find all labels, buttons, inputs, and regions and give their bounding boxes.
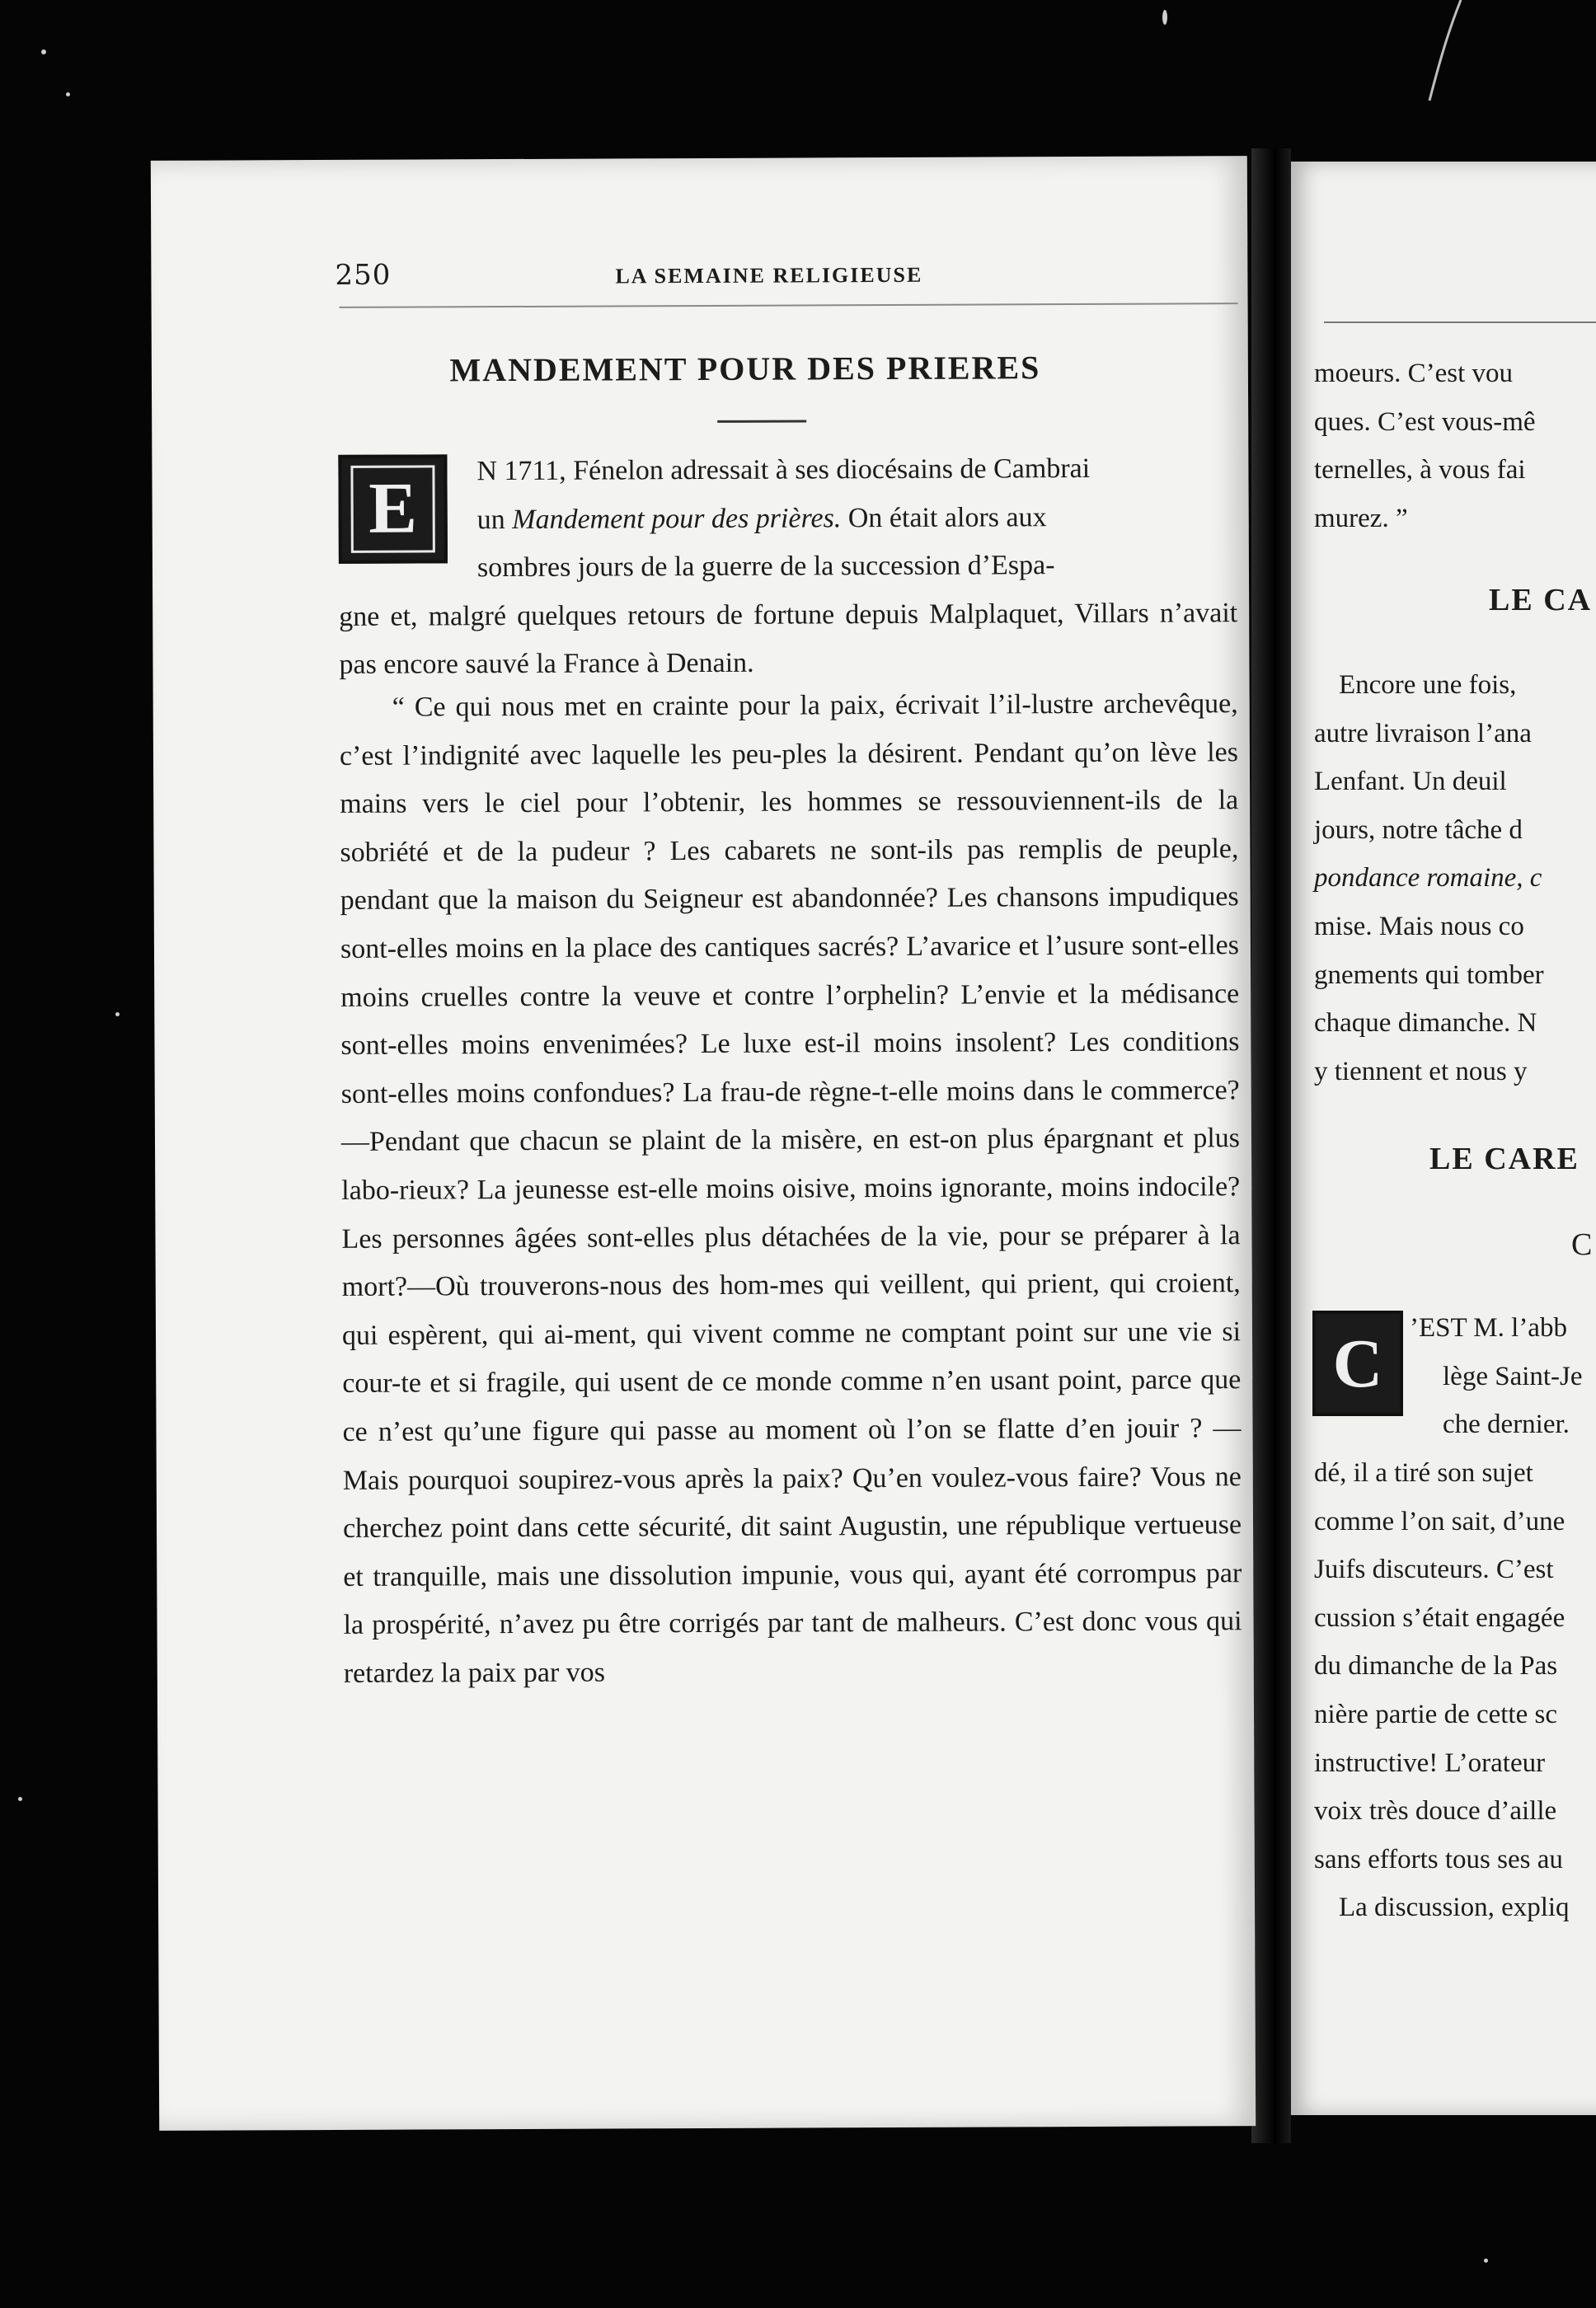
right-line: mise. Mais nous co xyxy=(1314,911,1524,941)
running-head: LA SEMAINE RELIGIEUSE xyxy=(615,262,923,288)
right-line: ternelles, à vous fai xyxy=(1314,455,1526,486)
right-line: instructive! L’orateur xyxy=(1314,1747,1546,1778)
right-line: sans efforts tous ses au xyxy=(1314,1844,1563,1874)
right-page xyxy=(1291,162,1596,2115)
right-line: ’EST M. l’abb xyxy=(1410,1313,1567,1343)
right-line: Juifs discuteurs. C’est xyxy=(1314,1555,1554,1585)
right-line: y tiennent et nous y xyxy=(1314,1056,1528,1086)
header-rule xyxy=(340,303,1238,308)
scan-speck xyxy=(18,1797,22,1801)
right-line: lège Saint-Je xyxy=(1443,1361,1583,1391)
right-line: du dimanche de la Pas xyxy=(1314,1651,1558,1682)
page-header xyxy=(335,255,1192,292)
right-line: Lenfant. Un deuil xyxy=(1314,767,1507,797)
right-line: che dernier. xyxy=(1443,1410,1570,1440)
scan-speck xyxy=(115,1012,120,1016)
right-text-bottom xyxy=(1314,1449,1596,1932)
right-line: La discussion, expliq xyxy=(1339,1893,1570,1923)
para1-line-1: N 1711, Fénelon adressait à ses diocésains de Cambrai xyxy=(476,453,1091,487)
right-dropcap-letter: C xyxy=(1332,1325,1383,1402)
right-header-rule xyxy=(1324,321,1596,323)
page-number: 250 xyxy=(335,258,392,292)
para1-rest: gne et, malgré quelques retours de fortune depuis Malplaquet, Villars n’avait pas encore sauvé la France à Denain. xyxy=(339,597,1238,681)
right-heading-2: LE CARE xyxy=(1429,1142,1580,1176)
paragraph-1 xyxy=(338,444,1237,690)
italic-title: Mandement pour des prières. xyxy=(512,502,842,535)
article-title: MANDEMENT POUR DES PRIERES xyxy=(449,349,1041,389)
right-line: chaque dimanche. N xyxy=(1314,1008,1537,1039)
right-text-mid xyxy=(1314,661,1596,1095)
right-line: ques. C’est vous-mê xyxy=(1314,406,1536,437)
right-dropcap-ornament xyxy=(1312,1311,1403,1416)
right-line: voix très douce d’aille xyxy=(1314,1796,1557,1827)
right-line: cussion s’était engagée xyxy=(1314,1602,1565,1633)
para1-line-2: un Mandement pour des prières. On était alors aux xyxy=(476,501,1047,535)
right-text-top xyxy=(1314,349,1596,542)
right-line: nière partie de cette sc xyxy=(1314,1699,1557,1729)
scratch-mark xyxy=(1418,0,1467,107)
right-line: dé, il a tiré son sujet xyxy=(1314,1458,1533,1488)
para1-line-3: sombres jours de la guerre de la succession d’Espa- xyxy=(476,550,1055,584)
right-line: murez. ” xyxy=(1314,503,1408,533)
right-line: Encore une fois, xyxy=(1339,670,1517,700)
title-rule xyxy=(717,420,806,422)
scan-speck xyxy=(1484,2259,1488,2263)
left-page xyxy=(151,156,1256,2131)
right-line: pondance romaine, c xyxy=(1314,863,1542,894)
scan-speck xyxy=(66,92,70,96)
right-line: gnements qui tomber xyxy=(1314,959,1544,990)
right-line: jours, notre tâche d xyxy=(1314,814,1523,845)
scan-speck xyxy=(1162,10,1167,25)
dropcap-letter: E xyxy=(350,465,434,552)
scan-speck xyxy=(41,49,46,54)
paragraph-2: “ Ce qui nous met en crainte pour la paix, écrivait l’il-lustre archevêque, c’est l’indignité avec laquelle les peu-ples la désirent. Pendant qu’on lève les mains vers le ciel pour l’obtenir, les hommes se ressouviennent-ils de la sobriété et de la pudeur ? Les cabarets ne sont-ils pas remplis de peuple, pendant que la maison du Seigneur est abandonnée? Les chansons impudiques sont-elles moins en la place des cantiques sacrés? L’avarice et l’usure sont-elles moins cruelles contre la veuve et contre l’orphelin? L’envie et la médisance sont-elles moins envenimées? Le luxe est-il moins insolent? Les conditions sont-elles moins confondues? La frau-de règne-t-elle moins dans le commerce?—Pendant que chacun se plaint de la misère, en est-on plus épargnant et plus labo-rieux? La jeunesse est-elle moins oisive, moins ignorante, moins indocile? Les personnes âgées sont-elles plus détachées de la vie, pour se préparer à la mort?—Où trouverons-nous des hom-mes qui veillent, qui prient, qui croient, qui espèrent, qui ai-ment, qui vivent comme ne comptant point sur une vie si cour-te et si fragile, qui usent de ce monde comme n’en usant point, parce que ce n’est qu’une figure qui passe au moment où l’on se flatte d’en jouir ? — Mais pourquoi soupirez-vous après la paix? Qu’en voulez-vous faire? Vous ne cherchez point dans cette sécurité, dit saint Augustin, une république vertueuse et tranquille, mais une dissolution impunie, vous qui, ayant été corrompus par la prospérité, n’avez pu être corrigés par tant de malheurs. C’est donc vous qui retardez la paix par vos xyxy=(339,688,1242,1689)
right-dropcap-lines xyxy=(1410,1304,1596,1449)
book-spine xyxy=(1251,148,1291,2143)
right-subheading: C xyxy=(1571,1227,1594,1262)
right-heading-1: LE CA xyxy=(1489,583,1593,617)
right-line: moeurs. C’est vou xyxy=(1314,359,1514,388)
right-line: comme l’on sait, d’une xyxy=(1314,1506,1565,1536)
right-line: autre livraison l’ana xyxy=(1314,718,1532,748)
